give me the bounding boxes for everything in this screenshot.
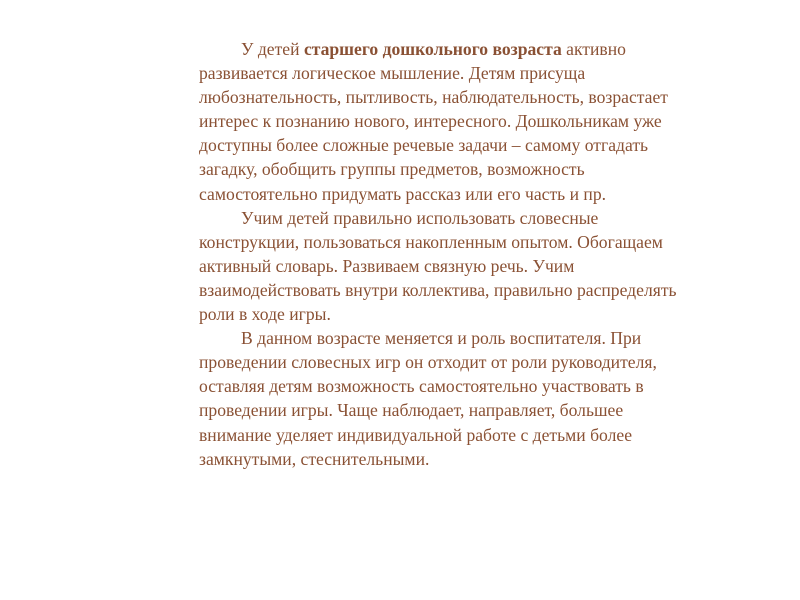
text-line <box>241 328 641 348</box>
paragraph <box>199 37 759 206</box>
text-run: замкнутыми, стеснительными. <box>199 448 430 469</box>
text-block <box>199 37 759 471</box>
text-run: самостоятельно придумать рассказ или его часть и пр. <box>199 183 607 204</box>
text-run: У детей <box>241 39 304 59</box>
text-line <box>199 87 668 107</box>
text-line <box>199 352 657 372</box>
text-line <box>199 304 331 324</box>
paragraph <box>199 206 759 326</box>
text-line <box>199 232 663 252</box>
text-line <box>199 111 662 131</box>
text-run: активно <box>561 39 626 59</box>
text-run: проведении словесных игр он отходит от роли руководителя, <box>199 352 657 373</box>
text-run: любознательность, пытливость, наблюдательность, возрастает <box>199 87 668 108</box>
paragraph <box>199 326 759 471</box>
text-run: проведении игры. Чаще наблюдает, направляет, большее <box>199 400 624 421</box>
bold-text-run: старшего дошкольного возраста <box>303 39 562 59</box>
text-run: активный словарь. Развиваем связную речь. Учим <box>199 255 575 276</box>
text-line <box>199 425 632 445</box>
text-line <box>199 256 574 276</box>
text-run: В данном возрасте меняется и роль воспитателя. При <box>241 328 642 349</box>
text-line <box>199 449 429 469</box>
text-run: оставляя детям возможность самостоятельно участвовать в <box>199 376 644 397</box>
text-run: конструкции, пользоваться накопленным опытом. Обогащаем <box>199 231 663 252</box>
text-line <box>199 135 648 155</box>
text-run: Учим детей правильно использовать словесные <box>241 207 599 228</box>
text-line <box>199 184 606 204</box>
text-line <box>199 63 585 83</box>
text-line <box>199 280 677 300</box>
text-run: развивается логическое мышление. Детям присуща <box>199 63 586 84</box>
text-run: загадку, обобщить группы предметов, возможность <box>199 159 585 180</box>
text-run: интерес к познанию нового, интересного. Дошкольникам уже <box>199 111 662 132</box>
text-run: взаимодействовать внутри коллектива, правильно распределять <box>199 279 677 300</box>
text-line <box>241 39 626 59</box>
text-line <box>241 208 598 228</box>
text-run: роли в ходе игры. <box>199 304 331 325</box>
text-line <box>199 376 644 396</box>
text-run: внимание уделяет индивидуальной работе с детьми более <box>199 424 633 445</box>
text-line <box>199 159 585 179</box>
text-line <box>199 400 623 420</box>
text-run: доступны более сложные речевые задачи – самому отгадать <box>199 135 649 156</box>
